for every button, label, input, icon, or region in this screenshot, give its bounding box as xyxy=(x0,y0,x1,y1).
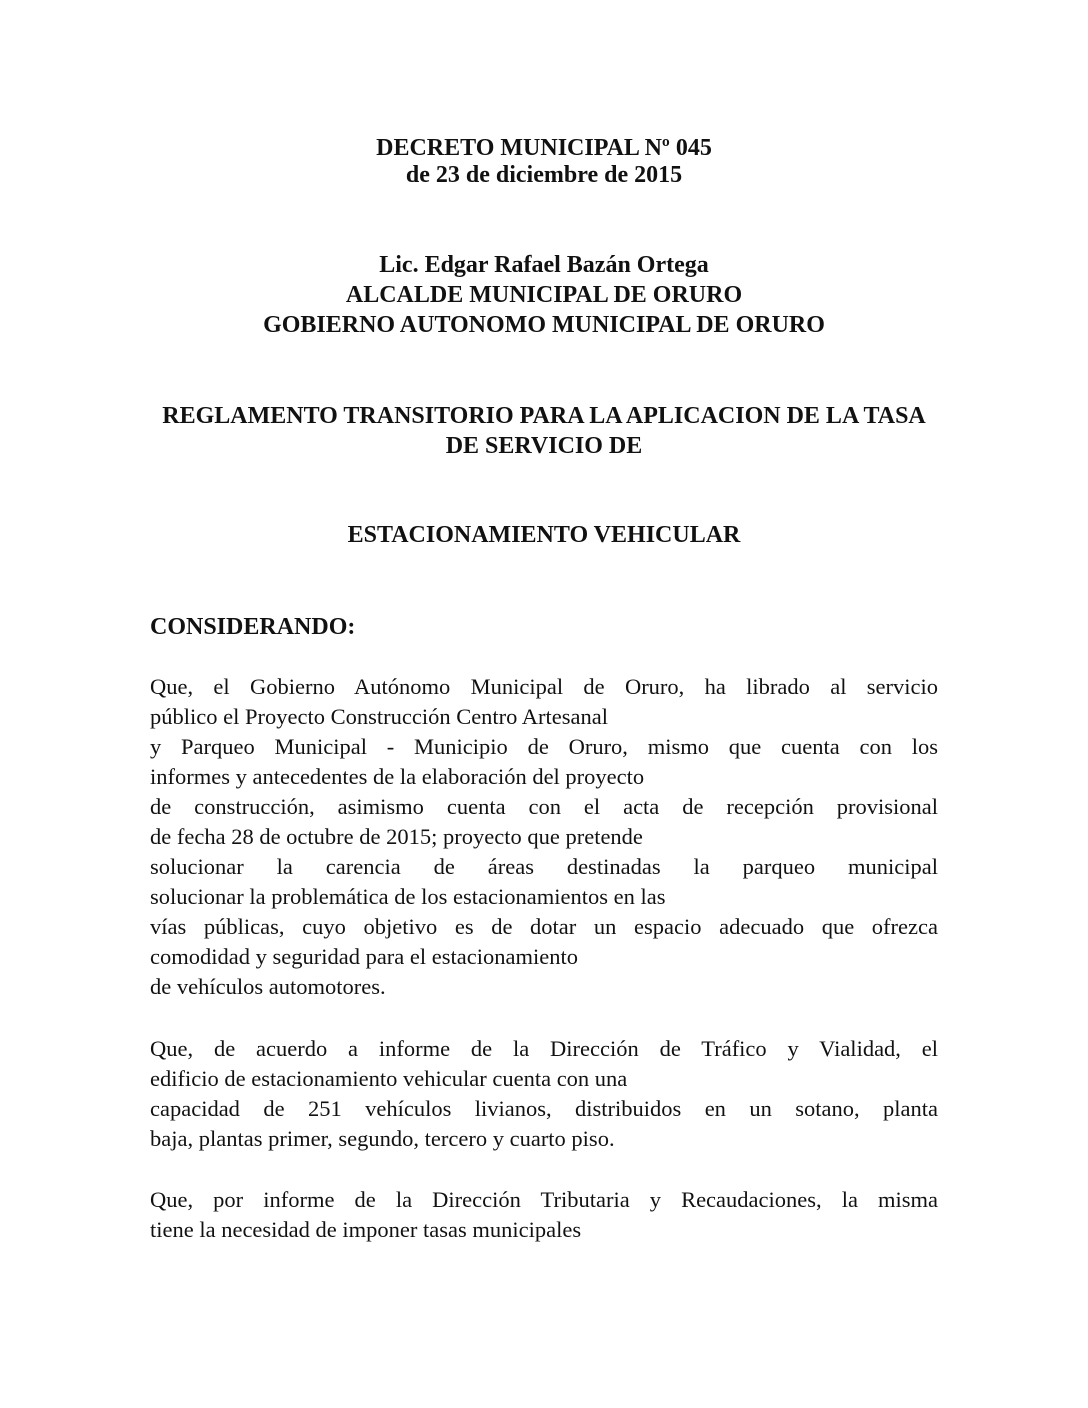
mayor-name: Lic. Edgar Rafael Bazán Ortega xyxy=(379,252,709,278)
paragraph-line: solucionar la carencia de áreas destinadas la parqueo municipal xyxy=(150,854,938,879)
paragraph-line: de fecha 28 de octubre de 2015; proyecto que pretende xyxy=(150,824,643,849)
paragraph-line: baja, plantas primer, segundo, tercero y cuarto piso. xyxy=(150,1126,615,1151)
paragraph-line: y Parqueo Municipal - Municipio de Oruro, mismo que cuenta con los xyxy=(150,734,938,759)
decree-date: de 23 de diciembre de 2015 xyxy=(405,162,683,188)
paragraph-line: Que, por informe de la Dirección Tributaria y Recaudaciones, la misma xyxy=(150,1187,938,1212)
decree-number: DECRETO MUNICIPAL Nº 045 xyxy=(376,135,712,161)
paragraph-line: de vehículos automotores. xyxy=(150,974,386,999)
regulation-title-line1: REGLAMENTO TRANSITORIO PARA LA APLICACION DE LA TASA xyxy=(162,403,926,429)
paragraph-line: Que, de acuerdo a informe de la Dirección de Tráfico y Vialidad, el xyxy=(150,1036,938,1061)
paragraph-line: informes y antecedentes de la elaboración del proyecto xyxy=(150,764,645,789)
paragraph-line: público el Proyecto Construcción Centro Artesanal xyxy=(150,704,609,729)
paragraph-line: tiene la necesidad de imponer tasas municipales xyxy=(150,1217,582,1242)
considerando-paragraph-3 xyxy=(150,1185,938,1245)
paragraph-line: capacidad de 251 vehículos livianos, distribuidos en un sotano, planta xyxy=(150,1096,938,1121)
paragraph-line: solucionar la problemática de los estacionamientos en las xyxy=(150,884,666,909)
regulation-title-line2: DE SERVICIO DE xyxy=(445,433,643,459)
considerando-paragraph-1 xyxy=(150,672,938,1002)
government-name: GOBIERNO AUTONOMO MUNICIPAL DE ORURO xyxy=(263,312,825,338)
paragraph-line: Que, el Gobierno Autónomo Municipal de Oruro, ha librado al servicio xyxy=(150,674,938,699)
regulation-title-line3: ESTACIONAMIENTO VEHICULAR xyxy=(347,522,741,548)
paragraph-line: edificio de estacionamiento vehicular cuenta con una xyxy=(150,1066,628,1091)
paragraph-line: vías públicas, cuyo objetivo es de dotar un espacio adecuado que ofrezca xyxy=(150,914,938,939)
mayor-title: ALCALDE MUNICIPAL DE ORURO xyxy=(345,282,743,308)
considerando-paragraph-2 xyxy=(150,1034,938,1154)
paragraph-line: comodidad y seguridad para el estacionamiento xyxy=(150,944,578,969)
paragraph-line: de construcción, asimismo cuenta con el acta de recepción provisional xyxy=(150,794,938,819)
considerando-heading: CONSIDERANDO: xyxy=(150,614,356,640)
